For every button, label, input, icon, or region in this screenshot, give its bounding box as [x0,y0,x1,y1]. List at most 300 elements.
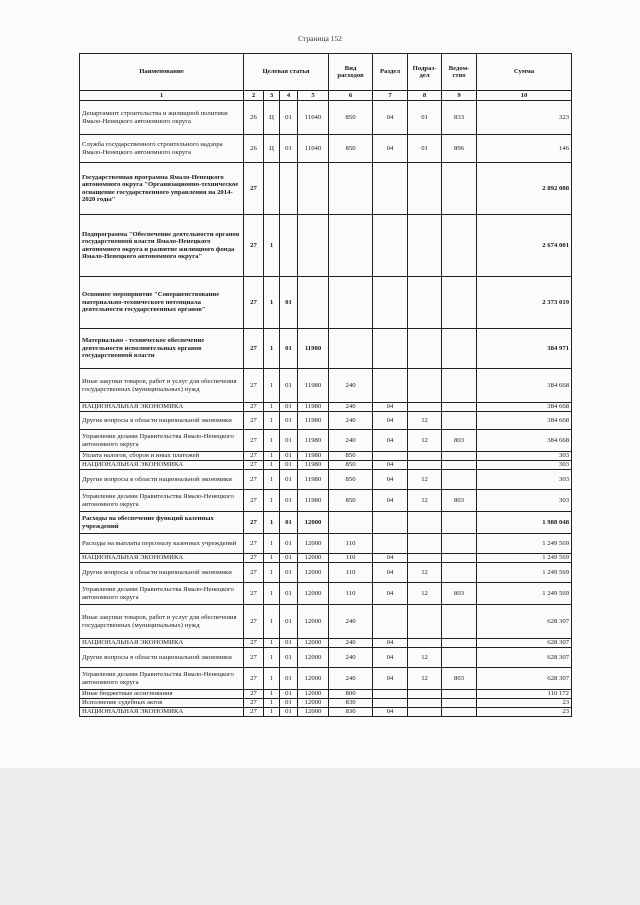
code-event-cell: 01 [280,534,298,554]
code-event-cell: 01 [280,512,298,534]
department-cell: 833 [442,101,477,135]
code-subprogram-cell: 1 [264,512,280,534]
expense-type-cell: 850 [329,135,373,163]
code-program-cell: 27 [244,648,264,668]
code-subprogram-cell: 1 [264,490,280,512]
code-direction-cell [298,277,329,329]
col-number: 8 [408,91,442,101]
amount-cell: 23 [477,699,572,708]
header-name: Наименование [80,54,244,91]
col-number: 3 [264,91,280,101]
amount-cell: 303 [477,470,572,490]
code-event-cell [280,163,298,215]
department-cell [442,163,477,215]
table-row [80,708,572,717]
table-row [80,639,572,648]
subsection-cell: 01 [408,135,442,163]
expense-type-cell: 240 [329,412,373,430]
code-event-cell: 01 [280,490,298,512]
code-direction-cell: 12000 [298,708,329,717]
expense-type-cell: 240 [329,648,373,668]
code-subprogram-cell: 1 [264,708,280,717]
expense-type-cell: 800 [329,690,373,699]
table-row [80,690,572,699]
code-event-cell: 01 [280,452,298,461]
amount-cell: 2 674 001 [477,215,572,277]
code-direction-cell: 11040 [298,101,329,135]
code-direction-cell [298,215,329,277]
code-direction-cell: 11040 [298,135,329,163]
table-row [80,329,572,369]
section-cell: 04 [373,135,408,163]
code-subprogram-cell [264,163,280,215]
expense-type-cell: 110 [329,583,373,605]
expense-type-cell: 110 [329,534,373,554]
code-direction-cell: 11980 [298,329,329,369]
code-event-cell: 01 [280,101,298,135]
table-row [80,583,572,605]
row-name-cell: Управление делами Правительства Ямало-Ненецкого автономного округа [80,583,244,605]
code-event-cell: 01 [280,563,298,583]
subsection-cell: 12 [408,648,442,668]
code-program-cell: 27 [244,163,264,215]
section-cell: 04 [373,101,408,135]
code-subprogram-cell: 1 [264,329,280,369]
amount-cell: 2 373 019 [477,277,572,329]
code-event-cell [280,215,298,277]
subsection-cell: 12 [408,412,442,430]
code-subprogram-cell: Ц [264,101,280,135]
subsection-cell [408,699,442,708]
expense-type-cell: 850 [329,470,373,490]
section-cell [373,163,408,215]
code-subprogram-cell: 1 [264,412,280,430]
amount-cell: 23 [477,708,572,717]
department-cell [442,403,477,412]
code-event-cell: 01 [280,430,298,452]
department-cell [442,277,477,329]
page-label: Страница 152 [298,34,342,43]
code-program-cell: 27 [244,668,264,690]
code-program-cell: 27 [244,461,264,470]
column-number-row [80,91,572,101]
code-subprogram-cell: 1 [264,563,280,583]
code-program-cell: 27 [244,699,264,708]
code-program-cell: 26 [244,135,264,163]
section-cell: 04 [373,430,408,452]
code-direction-cell: 12000 [298,583,329,605]
row-name-cell: Иные закупки товаров, работ и услуг для обеспечения государственных (муниципальных) нужд [80,369,244,403]
department-cell [442,699,477,708]
amount-cell: 1 249 569 [477,534,572,554]
amount-cell: 323 [477,101,572,135]
code-program-cell: 27 [244,639,264,648]
amount-cell: 628 307 [477,668,572,690]
department-cell [442,554,477,563]
code-program-cell: 27 [244,708,264,717]
expense-type-cell [329,329,373,369]
subsection-cell [408,512,442,534]
code-direction-cell: 11980 [298,403,329,412]
row-name-cell: Исполнение судебных актов [80,699,244,708]
col-number: 1 [80,91,244,101]
code-event-cell: 01 [280,708,298,717]
subsection-cell [408,690,442,699]
header-vid: Вид расходов [329,54,373,91]
table-row [80,668,572,690]
table-row [80,101,572,135]
row-name-cell: Другие вопросы в области национальной экономики [80,648,244,668]
code-direction-cell: 11980 [298,412,329,430]
row-name-cell: Управление делами Правительства Ямало-Ненецкого автономного округа [80,490,244,512]
department-cell [442,412,477,430]
subsection-cell: 12 [408,583,442,605]
code-event-cell: 01 [280,690,298,699]
section-cell: 04 [373,648,408,668]
code-direction-cell: 12000 [298,563,329,583]
code-subprogram-cell: 1 [264,699,280,708]
expense-type-cell: 110 [329,563,373,583]
amount-cell: 1 249 569 [477,583,572,605]
department-cell [442,215,477,277]
section-cell [373,215,408,277]
section-cell: 04 [373,403,408,412]
section-cell: 04 [373,554,408,563]
code-direction-cell: 12000 [298,605,329,639]
code-event-cell: 01 [280,583,298,605]
code-direction-cell: 12000 [298,668,329,690]
code-subprogram-cell: 1 [264,605,280,639]
amount-cell: 110 172 [477,690,572,699]
department-cell: 896 [442,135,477,163]
expense-type-cell [329,163,373,215]
code-subprogram-cell: 1 [264,690,280,699]
code-event-cell: 01 [280,329,298,369]
department-cell [442,329,477,369]
code-event-cell: 01 [280,668,298,690]
expense-type-cell: 830 [329,699,373,708]
code-program-cell: 27 [244,452,264,461]
code-program-cell: 27 [244,512,264,534]
table-row [80,554,572,563]
expense-type-cell: 240 [329,639,373,648]
department-cell [442,369,477,403]
table-row [80,699,572,708]
row-name-cell: Другие вопросы в области национальной экономики [80,412,244,430]
subsection-cell: 12 [408,563,442,583]
code-subprogram-cell: Ц [264,135,280,163]
code-program-cell: 27 [244,369,264,403]
row-name-cell: Иные бюджетные ассигнования [80,690,244,699]
header-summa: Сумма [477,54,572,91]
col-number: 2 [244,91,264,101]
department-cell [442,461,477,470]
expense-type-cell: 830 [329,708,373,717]
col-number: 4 [280,91,298,101]
code-event-cell: 01 [280,648,298,668]
table-row [80,461,572,470]
section-cell: 04 [373,563,408,583]
row-name-cell: НАЦИОНАЛЬНАЯ ЭКОНОМИКА [80,639,244,648]
table-row [80,369,572,403]
subsection-cell: 12 [408,668,442,690]
department-cell: 803 [442,668,477,690]
row-name-cell: Управление делами Правительства Ямало-Ненецкого автономного округа [80,668,244,690]
row-name-cell: Расходы на выплаты персоналу казенных учреждений [80,534,244,554]
code-event-cell: 01 [280,605,298,639]
department-cell [442,563,477,583]
amount-cell: 384 668 [477,430,572,452]
table-row [80,563,572,583]
table-row [80,605,572,639]
code-direction-cell: 12000 [298,699,329,708]
code-direction-cell: 11980 [298,369,329,403]
code-program-cell: 27 [244,329,264,369]
department-cell [442,470,477,490]
section-cell [373,329,408,369]
subsection-cell [408,215,442,277]
table-row [80,648,572,668]
code-subprogram-cell: 1 [264,554,280,563]
code-program-cell: 27 [244,534,264,554]
code-direction-cell: 12000 [298,512,329,534]
code-program-cell: 27 [244,563,264,583]
code-program-cell: 27 [244,605,264,639]
section-cell: 04 [373,708,408,717]
code-program-cell: 27 [244,490,264,512]
code-program-cell: 27 [244,470,264,490]
subsection-cell [408,639,442,648]
row-name-cell: Другие вопросы в области национальной экономики [80,563,244,583]
row-name-cell: Подпрограмма "Обеспечение деятельности органов государственной власти Ямало-Ненецкого автономного округа и развитие жилищного фонда Ямало-Ненецкого автономного округа" [80,215,244,277]
department-cell [442,605,477,639]
row-name-cell: Материально - техническое обеспечение деятельности исполнительных органов государственной власти [80,329,244,369]
code-subprogram-cell: 1 [264,215,280,277]
expense-type-cell: 240 [329,668,373,690]
subsection-cell [408,708,442,717]
expense-type-cell: 850 [329,490,373,512]
expense-type-cell: 850 [329,461,373,470]
row-name-cell: НАЦИОНАЛЬНАЯ ЭКОНОМИКА [80,708,244,717]
amount-cell: 384 971 [477,329,572,369]
col-number: 10 [477,91,572,101]
expense-type-cell [329,277,373,329]
department-cell [442,452,477,461]
row-name-cell: НАЦИОНАЛЬНАЯ ЭКОНОМИКА [80,461,244,470]
department-cell [442,648,477,668]
table-row [80,490,572,512]
code-event-cell: 01 [280,639,298,648]
code-event-cell: 01 [280,554,298,563]
subsection-cell: 12 [408,470,442,490]
section-cell: 04 [373,412,408,430]
subsection-cell [408,461,442,470]
table-row [80,512,572,534]
code-direction-cell [298,163,329,215]
code-subprogram-cell: 1 [264,639,280,648]
section-cell: 04 [373,461,408,470]
row-name-cell: НАЦИОНАЛЬНАЯ ЭКОНОМИКА [80,403,244,412]
code-subprogram-cell: 1 [264,430,280,452]
table-row [80,135,572,163]
expense-type-cell: 240 [329,369,373,403]
table-row [80,412,572,430]
subsection-cell [408,369,442,403]
code-event-cell: 01 [280,699,298,708]
section-cell: 04 [373,470,408,490]
department-cell: 803 [442,490,477,512]
section-cell: 04 [373,668,408,690]
table-row [80,163,572,215]
code-subprogram-cell: 1 [264,461,280,470]
department-cell [442,708,477,717]
section-cell [373,452,408,461]
code-direction-cell: 12000 [298,534,329,554]
subsection-cell [408,605,442,639]
scan-background [0,768,640,905]
code-direction-cell: 12000 [298,690,329,699]
row-name-cell: Иные закупки товаров, работ и услуг для обеспечения государственных (муниципальных) нужд [80,605,244,639]
section-cell: 04 [373,490,408,512]
expense-type-cell [329,512,373,534]
section-cell [373,277,408,329]
table-row [80,470,572,490]
amount-cell: 1 249 569 [477,554,572,563]
amount-cell: 384 668 [477,403,572,412]
subsection-cell: 01 [408,101,442,135]
code-program-cell: 27 [244,215,264,277]
code-program-cell: 27 [244,583,264,605]
code-event-cell: 01 [280,403,298,412]
code-direction-cell: 11980 [298,452,329,461]
subsection-cell [408,452,442,461]
code-program-cell: 27 [244,277,264,329]
col-number: 5 [298,91,329,101]
header-podrazdel: Подраз-дел [408,54,442,91]
department-cell: 803 [442,430,477,452]
section-cell [373,605,408,639]
amount-cell: 1 988 048 [477,512,572,534]
row-name-cell: Управление делами Правительства Ямало-Ненецкого автономного округа [80,430,244,452]
department-cell: 803 [442,583,477,605]
header-target: Целевая статья [244,54,329,91]
amount-cell: 2 892 088 [477,163,572,215]
row-name-cell: Государственная программа Ямало-Ненецкого автономного округа "Организационно-техническое оснащение государственного управления на 2014-2020 годы" [80,163,244,215]
code-direction-cell: 11980 [298,470,329,490]
code-program-cell: 27 [244,412,264,430]
row-name-cell: Расходы на обеспечение функций казенных учреждений [80,512,244,534]
amount-cell: 146 [477,135,572,163]
expense-type-cell: 110 [329,554,373,563]
code-program-cell: 27 [244,690,264,699]
section-cell: 04 [373,583,408,605]
expense-type-cell: 240 [329,430,373,452]
code-subprogram-cell: 1 [264,452,280,461]
table-row [80,430,572,452]
code-direction-cell: 12000 [298,639,329,648]
code-event-cell: 01 [280,277,298,329]
row-name-cell: Уплата налогов, сборов и иных платежей [80,452,244,461]
subsection-cell [408,329,442,369]
table-row [80,215,572,277]
code-subprogram-cell: 1 [264,534,280,554]
department-cell [442,512,477,534]
code-direction-cell: 11980 [298,461,329,470]
subsection-cell: 12 [408,430,442,452]
code-event-cell: 01 [280,461,298,470]
section-cell [373,512,408,534]
subsection-cell [408,163,442,215]
table-header-row [80,54,572,91]
row-name-cell: Другие вопросы в области национальной экономики [80,470,244,490]
amount-cell: 628 307 [477,605,572,639]
expense-type-cell [329,215,373,277]
subsection-cell: 12 [408,490,442,512]
table-row [80,277,572,329]
amount-cell: 1 249 569 [477,563,572,583]
subsection-cell [408,277,442,329]
table-row [80,403,572,412]
code-subprogram-cell: 1 [264,470,280,490]
amount-cell: 303 [477,461,572,470]
code-event-cell: 01 [280,135,298,163]
code-subprogram-cell: 1 [264,583,280,605]
subsection-cell [408,554,442,563]
table-row [80,452,572,461]
code-event-cell: 01 [280,412,298,430]
col-number: 6 [329,91,373,101]
amount-cell: 303 [477,452,572,461]
code-subprogram-cell: 1 [264,369,280,403]
row-name-cell: НАЦИОНАЛЬНАЯ ЭКОНОМИКА [80,554,244,563]
amount-cell: 628 307 [477,639,572,648]
code-direction-cell: 12000 [298,554,329,563]
code-program-cell: 27 [244,554,264,563]
header-vedomstvo: Ведом-ство [442,54,477,91]
row-name-cell: Департамент строительства и жилищной политики Ямало-Ненецкого автономного округа [80,101,244,135]
code-event-cell: 01 [280,470,298,490]
department-cell [442,534,477,554]
code-direction-cell: 11980 [298,430,329,452]
department-cell [442,639,477,648]
code-program-cell: 26 [244,101,264,135]
code-program-cell: 27 [244,430,264,452]
code-direction-cell: 12000 [298,648,329,668]
subsection-cell [408,403,442,412]
code-subprogram-cell: 1 [264,277,280,329]
code-event-cell: 01 [280,369,298,403]
col-number: 9 [442,91,477,101]
section-cell [373,699,408,708]
section-cell [373,369,408,403]
amount-cell: 303 [477,490,572,512]
code-subprogram-cell: 1 [264,648,280,668]
expense-type-cell: 850 [329,101,373,135]
budget-table [79,53,572,717]
section-cell: 04 [373,639,408,648]
header-razdel: Раздел [373,54,408,91]
row-name-cell: Основное мероприятие "Совершенствование материально-технического потенциала деятельности государственных органов" [80,277,244,329]
expense-type-cell: 240 [329,403,373,412]
expense-type-cell: 850 [329,452,373,461]
table-row [80,534,572,554]
department-cell [442,690,477,699]
amount-cell: 384 668 [477,369,572,403]
subsection-cell [408,534,442,554]
amount-cell: 384 668 [477,412,572,430]
section-cell [373,534,408,554]
code-subprogram-cell: 1 [264,403,280,412]
